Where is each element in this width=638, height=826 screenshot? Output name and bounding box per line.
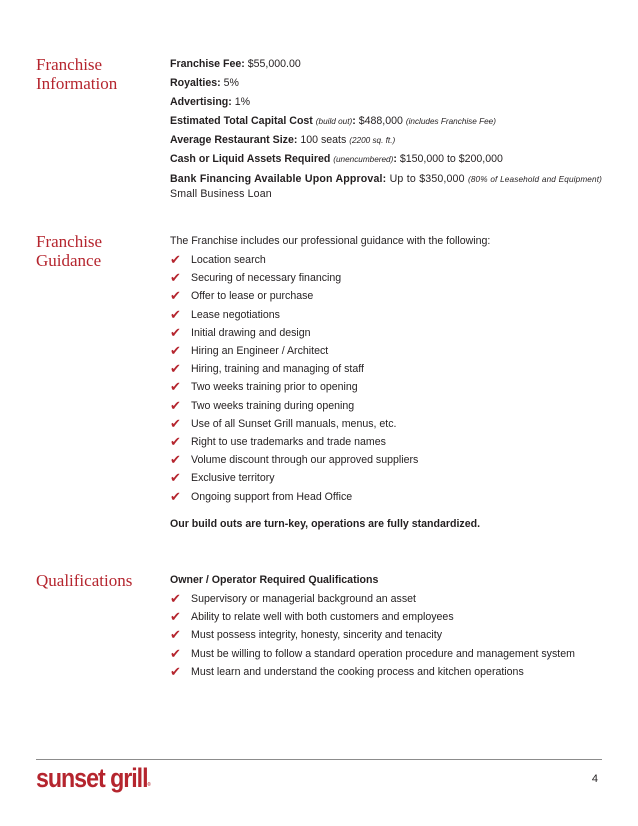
sunset-grill-logo [36,763,151,800]
list-item [170,451,602,469]
list-item-text: Hiring an Engineer / Architect [191,345,329,358]
list-item-text: Two weeks training prior to opening [191,381,358,394]
list-item-text: Supervisory or managerial background an asset [191,593,416,605]
restaurant-size-note: (2200 sq. ft.) [349,136,396,145]
list-item-text: Must be willing to follow a standard operation procedure and management system [191,647,575,660]
title-line: Guidance [36,251,102,270]
list-item [170,306,602,324]
cash-assets-row [170,150,602,169]
list-item [170,433,602,451]
list-item [170,251,602,269]
restaurant-size-row [170,131,602,150]
cash-assets-colon: : [393,153,397,165]
check-mark-icon: ✔ [170,361,181,377]
franchise-fee-row [170,55,602,74]
royalties-value: 5% [223,77,239,89]
check-mark-icon: ✔ [170,470,181,486]
logo-text: sunset grill [36,763,148,793]
list-item-text: Two weeks training during opening [191,399,355,412]
check-mark-icon: ✔ [170,591,181,606]
list-item-text: Initial drawing and design [191,326,311,339]
list-item [170,324,602,342]
cash-assets-note: (unencumbered) [333,155,394,164]
capital-cost-note2: (includes Franchise Fee) [405,117,496,126]
advertising-value: 1% [234,96,251,108]
check-mark-icon: ✔ [170,270,181,286]
list-item [170,360,602,378]
check-mark-icon: ✔ [170,488,181,504]
list-item [170,342,602,360]
registered-mark: ® [147,782,151,788]
check-mark-icon: ✔ [170,645,181,661]
list-item-text: Exclusive territory [191,472,275,485]
franchise-information-body [170,55,602,201]
list-item [170,397,602,415]
page-number: 4 [591,773,598,785]
guidance-list [170,251,602,506]
franchise-fee-label: Franchise Fee: [170,58,245,70]
royalties-row [170,74,602,93]
qualifications-body [170,571,602,681]
restaurant-size-label: Average Restaurant Size: [170,134,298,146]
list-item [170,269,602,287]
check-mark-icon: ✔ [170,343,181,359]
footer-divider [36,759,602,760]
check-mark-icon: ✔ [170,663,181,679]
list-item [170,608,602,626]
list-item [170,590,602,608]
list-item-text: Right to use trademarks and trade names [191,436,386,449]
list-item [170,626,602,644]
check-mark-icon: ✔ [170,306,181,322]
advertising-row [170,93,602,112]
franchise-guidance-title [36,232,156,270]
bank-financing-label: Bank Financing Available Upon Approval: [170,173,387,185]
list-item-text: Ongoing support from Head Office [191,490,353,503]
check-mark-icon: ✔ [170,627,181,643]
bank-financing-value: Up to $350,000 [389,173,465,185]
list-item-text: Location search [191,254,266,266]
list-item-text: Lease negotiations [191,308,280,321]
check-mark-icon: ✔ [170,397,181,413]
franchise-information-title [36,55,156,93]
list-item-text: Offer to lease or purchase [191,290,314,303]
list-item [170,663,602,681]
royalties-label: Royalties: [170,77,221,89]
check-mark-icon: ✔ [170,379,181,395]
title-line: Franchise [36,232,103,251]
list-item-text: Ability to relate well with both customers and employees [191,611,454,624]
list-item [170,378,602,396]
qualifications-list [170,590,602,681]
capital-cost-note: (build out) [315,117,353,126]
list-item [170,645,602,663]
franchise-fee-value: $55,000.00 [247,58,301,70]
cash-assets-value: $150,000 to $200,000 [399,153,503,165]
guidance-intro: The Franchise includes our professional guidance with the following: [170,235,491,247]
advertising-label: Advertising: [170,96,232,108]
list-item-text: Must possess integrity, honesty, sincerity and tenacity [191,629,443,642]
list-item [170,488,602,506]
check-mark-icon: ✔ [170,434,181,450]
bank-financing-note: (80% of Leasehold and Equipment) [467,175,603,184]
list-item-text: Use of all Sunset Grill manuals, menus, etc. [191,417,397,430]
list-item-text: Hiring, training and managing of staff [191,363,364,376]
check-mark-icon: ✔ [170,324,181,340]
capital-cost-label: Estimated Total Capital Cost [170,115,313,127]
capital-cost-row [170,112,602,131]
check-mark-icon: ✔ [170,452,181,468]
capital-cost-colon: : [352,115,356,127]
restaurant-size-value: 100 seats [300,134,347,146]
qualifications-heading: Owner / Operator Required Qualifications [170,574,379,586]
list-item-text: Volume discount through our approved suppliers [191,454,419,467]
list-item [170,415,602,433]
bank-financing-value2: Small Business Loan [170,188,272,200]
guidance-closing-statement: Our build outs are turn-key, operations are fully standardized. [170,517,481,530]
check-mark-icon: ✔ [170,609,181,625]
title-line: Information [36,74,118,93]
qualifications-title: Qualifications [36,571,133,590]
capital-cost-value: $488,000 [358,115,403,127]
list-item-text: Must learn and understand the cooking process and kitchen operations [191,665,524,678]
check-mark-icon: ✔ [170,288,181,304]
list-item [170,469,602,487]
franchise-guidance-body [170,232,602,534]
check-mark-icon: ✔ [170,415,181,431]
check-mark-icon: ✔ [170,252,181,267]
bank-financing-row [170,172,602,201]
title-line: Franchise [36,55,103,74]
cash-assets-label: Cash or Liquid Assets Required [170,153,331,165]
list-item-text: Securing of necessary financing [191,272,342,285]
list-item [170,287,602,305]
